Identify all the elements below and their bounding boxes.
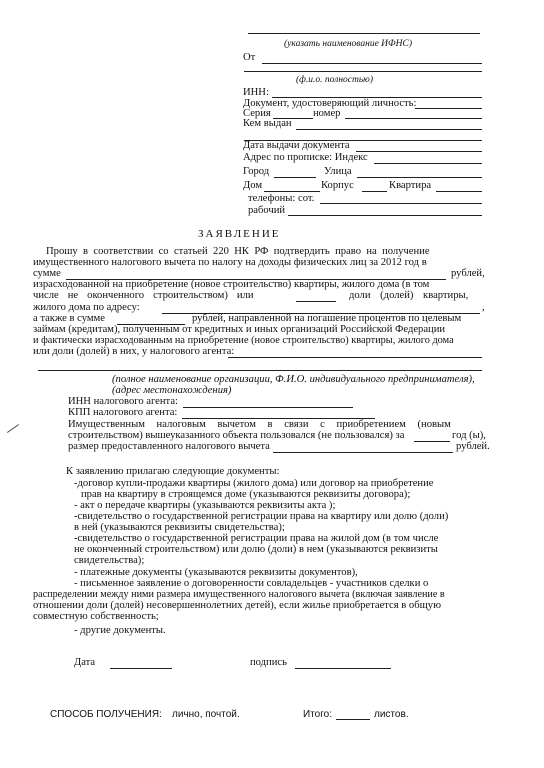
date-line[interactable] (110, 668, 172, 669)
share-line[interactable] (296, 301, 336, 302)
receipt-method-label: СПОСОБ ПОЛУЧЕНИЯ: (50, 709, 162, 720)
agent-hint-1: (полное наименование организации, Ф.И.О. индивидуального предпринимателя), (112, 374, 475, 385)
attachment-line: свидетельства); (74, 555, 145, 566)
from-label: От (243, 52, 256, 63)
body-line-1: Прошу в соответствии со статьей 220 НК РФ подтвердить право на получение (46, 246, 430, 257)
work-phone-line[interactable] (288, 215, 482, 216)
phones-line[interactable] (320, 203, 482, 204)
ifns-line[interactable] (248, 33, 480, 34)
building-label: Корпус (321, 180, 354, 191)
receipt-method-value: лично, почтой. (172, 709, 240, 720)
body-line-8: займам (кредитам), полученным от кредитных и иных организаций Российской Федерации (33, 324, 446, 335)
deduction-line-3b: рублей. (456, 441, 490, 452)
number-line[interactable] (345, 118, 482, 119)
issued-by-label: Кем выдан (243, 118, 292, 129)
building-line[interactable] (362, 191, 387, 192)
body-line-7b: рублей, направленной на погашение процентов по целевым (192, 313, 462, 324)
deduction-line-1: Имущественным налоговым вычетом в связи с приобретением (новым (68, 419, 451, 430)
total-label: Итого: (303, 709, 332, 720)
series-label: Серия (243, 108, 271, 119)
apartment-label: Квартира (389, 180, 432, 191)
kpp-agent-label: КПП налогового агента: (68, 407, 178, 418)
attachment-line: -договор купли-продажи квартиры (жилого дома) или договор на приобретение (74, 478, 434, 489)
body-line-5a: числе не оконченного строительством) или (33, 290, 254, 301)
ifns-hint: (указать наименование ИФНС) (284, 39, 413, 49)
body-line-3a: сумме (33, 268, 61, 279)
inn-label: ИНН: (243, 87, 269, 98)
signature-label: подпись (250, 657, 287, 668)
deduction-line-2b: год (ы), (452, 430, 486, 441)
fio-hint: (ф.и.о. полностью) (296, 75, 374, 85)
body-line-6b: , (482, 302, 485, 313)
house-line[interactable] (264, 191, 320, 192)
attachment-line: -свидетельство о государственной регистрации права на жилой дом (в том числе (74, 533, 439, 544)
attachment-line: - акт о передаче квартиры (указываются реквизиты акта ); (74, 500, 336, 511)
work-phone-label: рабочий (248, 205, 286, 216)
agent-name-line-2[interactable] (38, 370, 482, 371)
body-line-9: и фактически израсходованным на приобретение (новое строительство) квартиры, жилого дома (33, 335, 454, 346)
number-label: номер (313, 108, 341, 119)
deduction-line-2a: строительством) вышеуказанного объекта пользовался (не пользовался) за (68, 430, 405, 441)
date-label: Дата (74, 657, 96, 668)
attachment-line: - платежные документы (указываются реквизиты документов), (74, 567, 358, 578)
scan-mark (7, 424, 19, 433)
body-line-2: имущественного налогового вычета по налогу на доходы физических лиц за 2012 год в (33, 257, 427, 268)
signature-line[interactable] (295, 668, 391, 669)
attachment-line: - письменное заявление о договоренности совладельцев - участников сделки о (74, 578, 429, 589)
attachment-line: распределении между ними размера имущественного налогового вычета (включая заявление в (33, 589, 445, 600)
street-label: Улица (324, 166, 352, 177)
body-line-3b: рублей, (451, 268, 485, 279)
reg-address-label: Адрес по прописке: Индекс (243, 152, 368, 163)
total-sheets-line[interactable] (336, 719, 370, 720)
body-line-4: израсходованной на приобретение (новое строительство) квартиры, жилого дома (в том (33, 279, 430, 290)
reg-address-line[interactable] (374, 163, 482, 164)
inn-agent-line[interactable] (183, 407, 353, 408)
from-line[interactable] (262, 63, 482, 64)
attachment-line: в ней (указываются реквизиты свидетельства); (74, 522, 285, 533)
body-line-7a: а также в сумме (33, 313, 105, 324)
apartment-line[interactable] (436, 191, 482, 192)
issued-by-line[interactable] (296, 129, 482, 130)
street-line[interactable] (357, 177, 482, 178)
fio-line[interactable] (244, 71, 482, 72)
attachment-line: -свидетельство о государственной регистрации права на квартиру или долю (доли) (74, 511, 449, 522)
attachment-line: - другие документы. (74, 625, 166, 636)
inn-agent-label: ИНН налогового агента: (68, 396, 178, 407)
attachment-line: не оконченный строительством) или долю (доли) в нем (указываются реквизиты (74, 544, 438, 555)
deduction-size-line[interactable] (273, 452, 453, 453)
body-line-10: или доли (долей) в них, у налогового агента: (33, 346, 235, 357)
attachment-line: прав на квартиру в строящемся доме (указываются реквизиты договора); (81, 489, 411, 500)
id-doc-label: Документ, удостоверяющий личность: (243, 98, 417, 109)
phones-label: телефоны: сот. (248, 193, 315, 204)
issue-date-label: Дата выдачи документа (243, 140, 350, 151)
id-doc-line[interactable] (415, 108, 482, 109)
year-line[interactable] (414, 441, 450, 442)
house-label: Дом (243, 180, 263, 191)
sheets-label: листов. (374, 709, 409, 720)
issue-date-line[interactable] (356, 151, 482, 152)
agent-hint-2: (адрес местонахождения) (112, 385, 232, 396)
attachment-line: совместную собственность; (33, 611, 159, 622)
city-label: Город (243, 166, 270, 177)
body-line-6a: жилого дома по адресу: (33, 302, 140, 313)
document-title: ЗАЯВЛЕНИЕ (198, 228, 281, 240)
deduction-line-3a: размер предоставленного налогового вычета (68, 441, 270, 452)
city-line[interactable] (274, 177, 316, 178)
body-line-5b: доли (долей) квартиры, (349, 290, 469, 301)
attachment-line: отношении доли (долей) несовершеннолетних детей), если жилье приобретается в общую (33, 600, 441, 611)
agent-name-line[interactable] (228, 357, 482, 358)
attachments-intro: К заявлению прилагаю следующие документы: (66, 466, 280, 477)
